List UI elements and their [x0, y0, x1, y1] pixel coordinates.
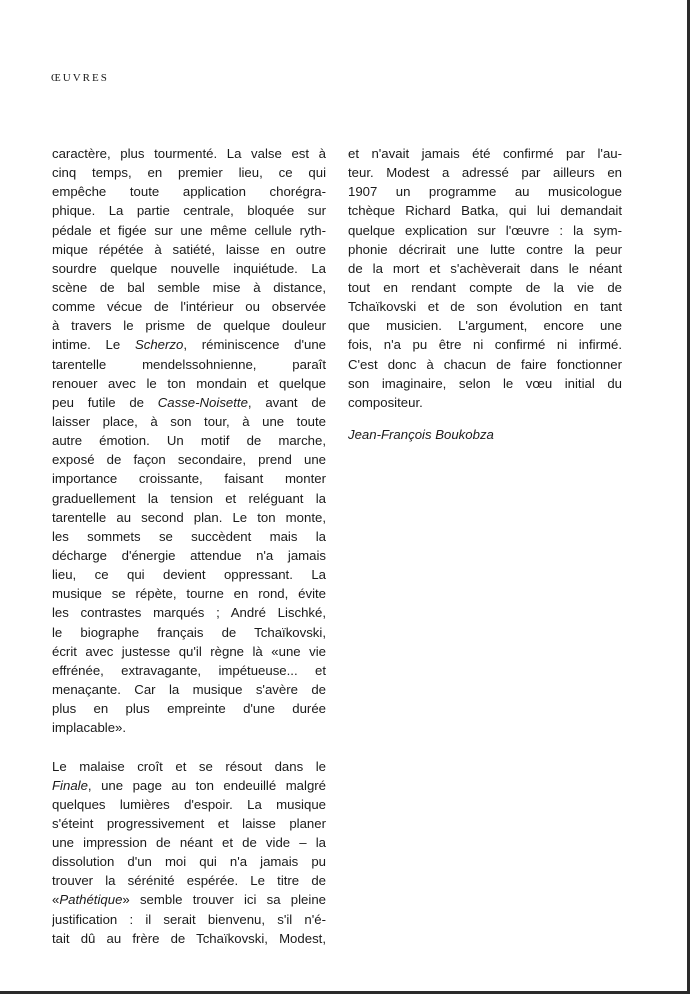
text-line: le biographe français de Tchaïkovski, [52, 624, 326, 640]
text-line: les sommets se succèdent mais la [52, 528, 326, 544]
text-line: intime. Le Scherzo, réminiscence d'une [52, 337, 326, 353]
text-line: trouver la sérénité espérée. Le titre de [52, 873, 326, 889]
text-line: pédale et figée sur une même cellule ryth- [52, 222, 326, 238]
text-line: compositeur. [348, 394, 423, 410]
text-line: Tchaïkovski et de son évolution en tant [348, 299, 622, 315]
text-line: Le malaise croît et se résout dans le [52, 758, 326, 774]
text-line: sourdre quelque nouvelle inquiétude. La [52, 260, 326, 276]
right-column [348, 144, 622, 444]
text-line: 1907 un programme au musicologue [348, 184, 622, 200]
left-paragraph-2 [52, 757, 326, 948]
text-line: les contrastes marqués ; André Lischké, [52, 605, 326, 621]
author-signature: Jean-François Boukobza [348, 426, 494, 442]
text-line: importance croissante, faisant monter [52, 471, 326, 487]
text-line: menaçante. Car la musique s'avère de [52, 681, 326, 697]
text-line: fois, n'a pu être ni confirmé ni infirmé. [348, 337, 622, 353]
text-line: teur. Modest a adressé par ailleurs en [348, 165, 622, 181]
text-line: mique répétée à satiété, laisse en outre [52, 241, 326, 257]
text-line: dissolution d'un moi qui n'a jamais pu [52, 854, 326, 870]
text-line: quelques lumières d'espoir. La musique [52, 796, 326, 812]
text-line: musique se répète, tourne en rond, évite [52, 586, 326, 602]
text-line: et n'avait jamais été confirmé par l'au- [348, 146, 622, 161]
text-line: écrit avec justesse qu'il règne là «une vie [52, 643, 326, 659]
text-line: lieu, ce qui devient oppressant. La [52, 567, 326, 583]
text-line: scène de bal semble mise à distance, [52, 279, 326, 295]
text-line: quelque explication sur l'œuvre : la sym- [348, 222, 622, 238]
text-line: tarentelle au second plan. Le ton monte, [52, 509, 326, 525]
text-line: «Pathétique» semble trouver ici sa pleine [52, 892, 326, 908]
text-line: caractère, plus tourmenté. La valse est à [52, 146, 326, 161]
text-line: autre émotion. Un motif de marche, [52, 433, 326, 449]
text-line: C'est donc à chacun de faire fonctionner [348, 356, 622, 372]
text-line: décharge d'énergie attendue n'a jamais [52, 547, 326, 563]
text-line: tout en rendant compte de la vie de [348, 279, 622, 295]
left-paragraph-1 [52, 144, 326, 737]
text-line: phique. La partie centrale, bloquée sur [52, 203, 326, 219]
text-line: renouer avec le ton mondain et quelque [52, 375, 326, 391]
text-line: comme vécue de l'intérieur ou observée [52, 299, 326, 315]
text-line: peu futile de Casse-Noisette, avant de [52, 394, 326, 410]
text-line: phonie décrirait une lutte contre la peur [348, 241, 622, 257]
left-column [52, 144, 326, 948]
text-line: à travers le prisme de quelque douleur [52, 318, 326, 334]
text-line: de la mort et s'achèverait dans le néant [348, 260, 622, 276]
text-line: empêche toute application chorégra- [52, 184, 326, 200]
text-line: tarentelle mendelssohnienne, paraît [52, 356, 326, 372]
text-line: une impression de néant et de vide – la [52, 835, 326, 851]
text-line: plus en plus empreinte d'une durée [52, 701, 326, 717]
text-line: effrénée, extravagante, impétueuse... et [52, 662, 326, 678]
text-line: son imaginaire, selon le vœu initial du [348, 375, 622, 391]
text-line: tchèque Richard Batka, qui lui demandait [348, 203, 622, 219]
right-paragraph-1 [348, 144, 622, 412]
text-line: s'éteint progressivement et laisse planer [52, 815, 326, 831]
text-line: que musicien. L'argument, encore une [348, 318, 622, 334]
section-header: ŒUVRES [51, 72, 109, 84]
text-line: implacable». [52, 720, 127, 736]
text-line: graduellement la tension et reléguant la [52, 490, 326, 506]
text-line: exposé de façon secondaire, prend une [52, 452, 326, 468]
text-line: laisser place, à son tour, à une toute [52, 413, 326, 429]
text-line: justification : il serait bienvenu, s'il n'é- [52, 911, 326, 927]
text-line: tait dû au frère de Tchaïkovski, Modest, [52, 930, 326, 946]
text-line: Finale, une page au ton endeuillé malgré [52, 777, 326, 793]
text-line: cinq temps, en premier lieu, ce qui [52, 165, 326, 181]
